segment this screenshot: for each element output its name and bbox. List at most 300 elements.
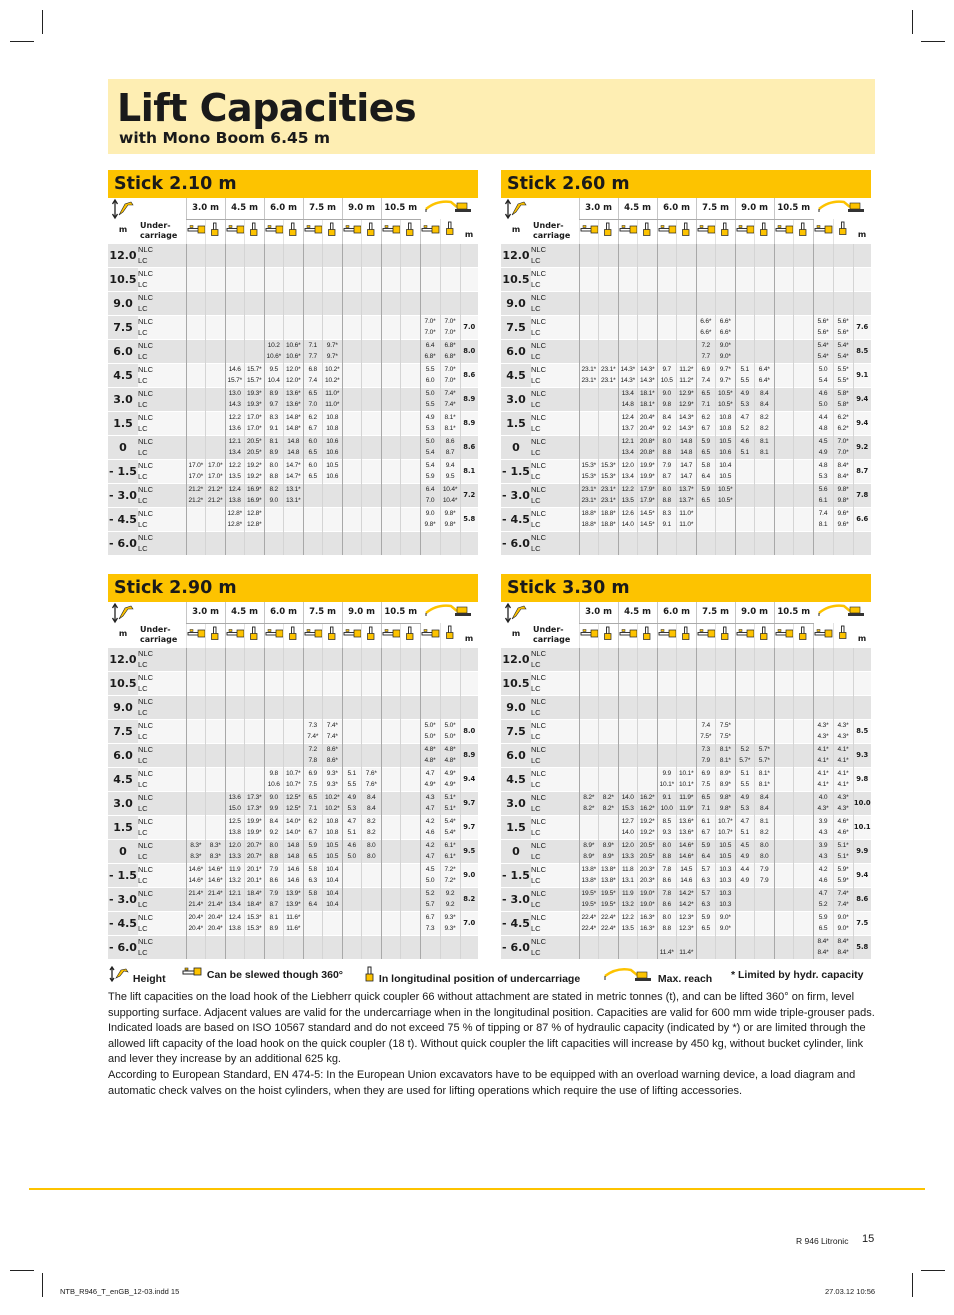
height-value: 10.5: [501, 671, 531, 695]
capacity-cell: [284, 243, 304, 267]
capacity-cell: 6.7 7.3: [420, 911, 440, 935]
capacity-cell: [755, 719, 775, 743]
slew-360-icon: [186, 219, 206, 243]
undercarriage-type: NLC LC: [531, 387, 579, 411]
capacity-cell: [186, 695, 206, 719]
capacity-cell: [735, 935, 755, 959]
capacity-cell: 12.4 13.8: [225, 483, 245, 507]
capacity-cell: 7.2 7.7: [696, 339, 716, 363]
capacity-cell: 6.9 7.5: [696, 767, 716, 791]
height-value: - 6.0: [501, 531, 531, 555]
height-value: 4.5: [108, 767, 138, 791]
slew-360-icon: [657, 623, 677, 647]
capacity-cell: 6.6* 6.6*: [696, 315, 716, 339]
capacity-cell: [599, 267, 619, 291]
capacity-cell: [264, 291, 284, 315]
capacity-cell: [342, 411, 362, 435]
capacity-cell: 10.8 10.8: [323, 815, 343, 839]
capacity-cell: [774, 743, 794, 767]
capacity-cell: [774, 267, 794, 291]
capacity-cell: 17.9* 17.9*: [638, 483, 658, 507]
capacity-cell: [657, 719, 677, 743]
capacity-cell: 19.5* 19.5*: [579, 887, 599, 911]
capacity-cell: [794, 483, 814, 507]
max-reach-value: [853, 671, 871, 695]
capacity-cell: 10.3 10.3: [716, 863, 736, 887]
capacity-cell: [794, 435, 814, 459]
capacity-cell: 9.8* 9.8*: [833, 483, 853, 507]
height-value: 4.5: [108, 363, 138, 387]
capacity-cell: 5.2 5.7: [420, 887, 440, 911]
height-icon: [108, 973, 130, 985]
stick-panel: [108, 170, 478, 555]
max-reach-value: [853, 531, 871, 555]
page-number: 15: [862, 1233, 875, 1245]
height-row: [108, 743, 478, 767]
capacity-cell: [657, 339, 677, 363]
capacity-cell: 4.6 5.0: [342, 839, 362, 863]
capacity-cell: 6.5 7.0: [303, 387, 323, 411]
capacity-cell: [381, 839, 401, 863]
capacity-cell: [696, 647, 716, 671]
capacity-cell: [186, 531, 206, 555]
capacity-cell: [794, 911, 814, 935]
max-reach-value: 9.5: [460, 839, 478, 863]
capacity-cell: [381, 863, 401, 887]
capacity-cell: [186, 935, 206, 959]
height-value: 10.5: [108, 267, 138, 291]
capacity-cell: [579, 387, 599, 411]
timestamp-slug: 27.03.12 10:56: [825, 1287, 876, 1296]
capacity-cell: 5.9 6.5: [813, 911, 833, 935]
capacity-cell: [186, 767, 206, 791]
height-value: 12.0: [501, 243, 531, 267]
height-value: 6.0: [501, 743, 531, 767]
capacity-cell: [638, 291, 658, 315]
capacity-cell: 12.2 13.5: [618, 483, 638, 507]
height-value: 6.0: [108, 743, 138, 767]
capacity-cell: [420, 671, 440, 695]
undercarriage-label: Under- carriage: [140, 624, 178, 644]
max-reach-icon: [813, 602, 871, 623]
capacity-cell: [657, 531, 677, 555]
capacity-cell: 7.0* 7.0*: [420, 315, 440, 339]
height-row: [501, 315, 871, 339]
distance-header: 3.0 m: [186, 198, 225, 219]
capacity-cell: [245, 743, 265, 767]
capacity-cell: 6.9 7.5: [303, 767, 323, 791]
capacity-cell: 6.5 7.1: [696, 791, 716, 815]
capacity-cell: 12.5 13.8: [225, 815, 245, 839]
capacity-cell: [716, 243, 736, 267]
max-reach-value: 8.0: [460, 719, 478, 743]
capacity-cell: 8.1* 8.1*: [755, 767, 775, 791]
capacity-cell: [755, 911, 775, 935]
capacity-cell: 19.0* 19.0*: [638, 887, 658, 911]
capacity-cell: 10.6 10.6: [323, 435, 343, 459]
undercarriage-type: NLC LC: [531, 935, 579, 959]
capacity-cell: 5.1* 5.1*: [440, 791, 460, 815]
distance-header: 10.5 m: [774, 198, 813, 219]
capacity-cell: 14.6 15.7*: [225, 363, 245, 387]
slew-icon: [182, 969, 204, 981]
capacity-cell: [579, 743, 599, 767]
capacity-cell: [225, 647, 245, 671]
undercarriage-type: NLC LC: [531, 291, 579, 315]
distance-header: 4.5 m: [618, 602, 657, 623]
capacity-cell: [401, 363, 421, 387]
capacity-cell: [303, 911, 323, 935]
capacity-cell: [186, 719, 206, 743]
capacity-cell: [401, 483, 421, 507]
capacity-cell: [206, 435, 226, 459]
capacity-cell: 4.7 5.2: [735, 411, 755, 435]
capacity-cell: [735, 339, 755, 363]
capacity-cell: 5.8 6.4: [303, 887, 323, 911]
height-row: [501, 291, 871, 315]
capacity-cell: [833, 695, 853, 719]
capacity-cell: [381, 719, 401, 743]
capacity-cell: [794, 719, 814, 743]
capacity-cell: [794, 695, 814, 719]
max-reach-value: 8.5: [853, 339, 871, 363]
longitudinal-icon: [638, 623, 658, 647]
capacity-cell: 4.5 4.9: [735, 839, 755, 863]
capacity-cell: [794, 815, 814, 839]
capacity-cell: [677, 243, 697, 267]
longitudinal-icon: [677, 623, 697, 647]
height-row: [108, 315, 478, 339]
height-value: 7.5: [108, 719, 138, 743]
undercarriage-type: NLC LC: [531, 863, 579, 887]
height-value: 3.0: [108, 387, 138, 411]
height-value: 0: [501, 839, 531, 863]
height-row: [108, 531, 478, 555]
height-row: [501, 459, 871, 483]
capacity-cell: 20.5* 20.5*: [245, 435, 265, 459]
capacity-cell: [206, 719, 226, 743]
capacity-cell: [284, 647, 304, 671]
capacity-cell: 8.4 8.4: [755, 791, 775, 815]
capacity-cell: [264, 695, 284, 719]
capacity-cell: [638, 647, 658, 671]
max-reach-value: 5.8: [853, 935, 871, 959]
capacity-cell: [264, 507, 284, 531]
capacity-cell: [716, 531, 736, 555]
capacity-cell: [362, 363, 382, 387]
lift-capacity-table: [501, 602, 871, 959]
height-value: 12.0: [501, 647, 531, 671]
capacity-cell: 10.4 10.4: [323, 863, 343, 887]
capacity-cell: [362, 531, 382, 555]
capacity-cell: 6.1* 6.1*: [440, 839, 460, 863]
height-row: [108, 291, 478, 315]
capacity-cell: 4.3* 4.3*: [813, 719, 833, 743]
max-reach-value: 9.4: [460, 767, 478, 791]
capacity-cell: 6.4 6.8*: [420, 339, 440, 363]
stick-title: Stick 2.10 m: [108, 170, 478, 198]
max-reach-value: 9.1: [853, 363, 871, 387]
max-reach-value: 9.3: [853, 743, 871, 767]
capacity-cell: [323, 531, 343, 555]
height-row: [501, 411, 871, 435]
height-value: 7.5: [501, 719, 531, 743]
capacity-cell: [401, 935, 421, 959]
capacity-cell: [677, 671, 697, 695]
capacity-cell: [716, 695, 736, 719]
capacity-cell: [833, 243, 853, 267]
capacity-cell: 8.9* 8.9*: [599, 839, 619, 863]
capacity-cell: 11.9 13.2: [618, 887, 638, 911]
height-row: [108, 719, 478, 743]
max-reach-value: 8.1: [460, 459, 478, 483]
height-value: - 4.5: [108, 507, 138, 531]
capacity-cell: [264, 267, 284, 291]
capacity-cell: [638, 531, 658, 555]
capacity-cell: [579, 435, 599, 459]
capacity-cell: [381, 483, 401, 507]
capacity-cell: [599, 743, 619, 767]
slew-360-icon: [225, 623, 245, 647]
capacity-cell: 13.8* 13.8*: [579, 863, 599, 887]
max-reach-value: 9.4: [853, 411, 871, 435]
max-reach-value: [460, 671, 478, 695]
capacity-cell: 5.8* 5.8*: [833, 387, 853, 411]
distance-header: 6.0 m: [264, 602, 303, 623]
capacity-cell: 12.3* 12.3*: [677, 911, 697, 935]
capacity-cell: [401, 767, 421, 791]
capacity-cell: [677, 531, 697, 555]
capacity-cell: 16.3* 16.3*: [638, 911, 658, 935]
max-reach-value: [460, 695, 478, 719]
longitudinal-icon: [440, 219, 460, 243]
capacity-cell: 4.6 5.0: [813, 387, 833, 411]
capacity-cell: 8.4* 8.4*: [833, 459, 853, 483]
distance-header: 6.0 m: [657, 602, 696, 623]
slew-360-icon: [813, 219, 833, 243]
stick-panel: [501, 170, 871, 555]
capacity-cell: [362, 719, 382, 743]
capacity-cell: 4.1* 4.1*: [813, 767, 833, 791]
capacity-cell: [599, 435, 619, 459]
height-row: [108, 839, 478, 863]
capacity-cell: [716, 291, 736, 315]
max-reach-value: 8.9: [460, 387, 478, 411]
capacity-cell: [774, 315, 794, 339]
capacity-cell: [618, 767, 638, 791]
max-reach-value: 8.5: [853, 719, 871, 743]
capacity-cell: 9.0 9.8*: [420, 507, 440, 531]
capacity-cell: 4.7 4.9*: [420, 767, 440, 791]
capacity-cell: [225, 267, 245, 291]
capacity-cell: [735, 315, 755, 339]
capacity-cell: [579, 815, 599, 839]
height-value: 4.5: [501, 767, 531, 791]
capacity-cell: 14.6* 14.6*: [677, 839, 697, 863]
capacity-cell: [206, 387, 226, 411]
height-row: [501, 815, 871, 839]
capacity-cell: [186, 671, 206, 695]
crop-mark: [912, 10, 913, 34]
height-row: [108, 243, 478, 267]
undercarriage-type: NLC LC: [138, 315, 186, 339]
capacity-cell: 9.4 9.5: [440, 459, 460, 483]
capacity-cell: [401, 387, 421, 411]
height-row: [108, 267, 478, 291]
capacity-cell: [323, 935, 343, 959]
capacity-cell: [735, 243, 755, 267]
capacity-cell: 14.8 14.8: [284, 839, 304, 863]
capacity-cell: [579, 719, 599, 743]
capacity-cell: [794, 411, 814, 435]
height-value: - 6.0: [501, 935, 531, 959]
capacity-cell: [618, 671, 638, 695]
undercarriage-type: NLC LC: [531, 719, 579, 743]
capacity-cell: [225, 671, 245, 695]
capacity-cell: [755, 531, 775, 555]
undercarriage-type: NLC LC: [531, 435, 579, 459]
capacity-cell: [381, 767, 401, 791]
undercarriage-type: NLC LC: [138, 435, 186, 459]
lift-capacity-table: [501, 198, 871, 555]
capacity-cell: [794, 743, 814, 767]
capacity-cell: [206, 411, 226, 435]
capacity-cell: 23.1* 23.1*: [599, 483, 619, 507]
crop-mark: [912, 1273, 913, 1297]
capacity-cell: 6.6* 6.6*: [716, 315, 736, 339]
height-value: - 3.0: [501, 887, 531, 911]
capacity-cell: [755, 935, 775, 959]
capacity-cell: 8.5 9.3: [657, 815, 677, 839]
capacity-cell: [657, 743, 677, 767]
footer-rule: [29, 1188, 925, 1190]
capacity-cell: 8.1 8.1: [755, 435, 775, 459]
height-row: [501, 791, 871, 815]
capacity-cell: 4.7 5.1: [735, 815, 755, 839]
undercarriage-type: NLC LC: [138, 531, 186, 555]
max-reach-value: 7.5: [853, 911, 871, 935]
capacity-cell: [362, 387, 382, 411]
capacity-cell: 14.6* 14.6*: [186, 863, 206, 887]
longitudinal-icon: [323, 623, 343, 647]
longitudinal-icon: [284, 219, 304, 243]
longitudinal-icon: [323, 219, 343, 243]
capacity-cell: 4.9 5.3: [420, 411, 440, 435]
undercarriage-type: NLC LC: [138, 291, 186, 315]
capacity-cell: 13.1* 13.1*: [284, 483, 304, 507]
capacity-cell: 4.1* 4.1*: [833, 767, 853, 791]
capacity-cell: 12.7 14.0: [618, 815, 638, 839]
capacity-cell: 23.1* 23.1*: [579, 363, 599, 387]
capacity-cell: [774, 767, 794, 791]
capacity-cell: [245, 695, 265, 719]
capacity-cell: [381, 935, 401, 959]
capacity-cell: [362, 411, 382, 435]
capacity-cell: [206, 339, 226, 363]
capacity-cell: [618, 935, 638, 959]
longitudinal-icon: [638, 219, 658, 243]
slew-360-icon: [186, 623, 206, 647]
capacity-cell: [342, 743, 362, 767]
legend-reach: Max. reach: [603, 966, 712, 984]
capacity-cell: 7.3 7.4*: [303, 719, 323, 743]
capacity-cell: [225, 315, 245, 339]
capacity-cell: [225, 339, 245, 363]
capacity-cell: [401, 815, 421, 839]
capacity-cell: 18.8* 18.8*: [599, 507, 619, 531]
capacity-cell: [381, 695, 401, 719]
capacity-cell: [362, 695, 382, 719]
height-value: 9.0: [108, 291, 138, 315]
capacity-cell: [381, 791, 401, 815]
capacity-cell: [323, 911, 343, 935]
capacity-cell: 11.4*: [677, 935, 697, 959]
capacity-cell: [186, 363, 206, 387]
capacity-cell: 14.6 14.6: [284, 863, 304, 887]
undercarriage-type: NLC LC: [138, 507, 186, 531]
capacity-cell: [186, 507, 206, 531]
max-reach-icon: [603, 973, 655, 985]
capacity-cell: [401, 531, 421, 555]
capacity-cell: 8.0 8.8: [657, 435, 677, 459]
capacity-cell: 10.5* 10.5*: [716, 483, 736, 507]
capacity-cell: [264, 531, 284, 555]
distance-header: 9.0 m: [342, 198, 381, 219]
capacity-cell: 9.0* 9.0*: [716, 911, 736, 935]
capacity-cell: 9.0* 9.0*: [833, 911, 853, 935]
capacity-cell: [401, 411, 421, 435]
capacity-cell: [342, 363, 362, 387]
height-value: - 1.5: [501, 459, 531, 483]
capacity-cell: [440, 935, 460, 959]
capacity-cell: 8.0 8.8: [264, 839, 284, 863]
longitudinal-icon: [362, 219, 382, 243]
capacity-cell: [303, 695, 323, 719]
undercarriage-type: NLC LC: [531, 791, 579, 815]
capacity-cell: [755, 671, 775, 695]
capacity-cell: [794, 243, 814, 267]
capacity-cell: 5.1 5.5: [735, 363, 755, 387]
capacity-cell: [284, 743, 304, 767]
max-reach-icon: [420, 198, 478, 219]
height-unit: m: [511, 629, 521, 638]
height-icon: [108, 602, 138, 647]
height-row: [501, 647, 871, 671]
capacity-cell: 23.1* 23.1*: [579, 483, 599, 507]
crop-mark: [42, 10, 43, 34]
capacity-cell: 10.2* 10.2*: [323, 791, 343, 815]
capacity-cell: [735, 291, 755, 315]
capacity-cell: 4.6* 4.6*: [833, 815, 853, 839]
max-reach-unit: m: [857, 634, 867, 644]
capacity-cell: [342, 459, 362, 483]
capacity-cell: 14.5* 14.5*: [638, 507, 658, 531]
height-value: 10.5: [108, 671, 138, 695]
capacity-cell: 10.1* 10.1*: [677, 767, 697, 791]
capacity-cell: 14.7* 14.7*: [284, 459, 304, 483]
capacity-cell: [342, 315, 362, 339]
capacity-cell: 10.5 10.5: [323, 839, 343, 863]
capacity-cell: 4.0 4.3*: [813, 791, 833, 815]
capacity-cell: [774, 839, 794, 863]
capacity-cell: [245, 243, 265, 267]
page-subtitle: with Mono Boom 6.45 m: [119, 129, 331, 147]
longitudinal-icon: [755, 219, 775, 243]
capacity-cell: [794, 387, 814, 411]
undercarriage-type: NLC LC: [138, 363, 186, 387]
capacity-cell: 8.2* 8.2*: [599, 791, 619, 815]
capacity-cell: [735, 507, 755, 531]
